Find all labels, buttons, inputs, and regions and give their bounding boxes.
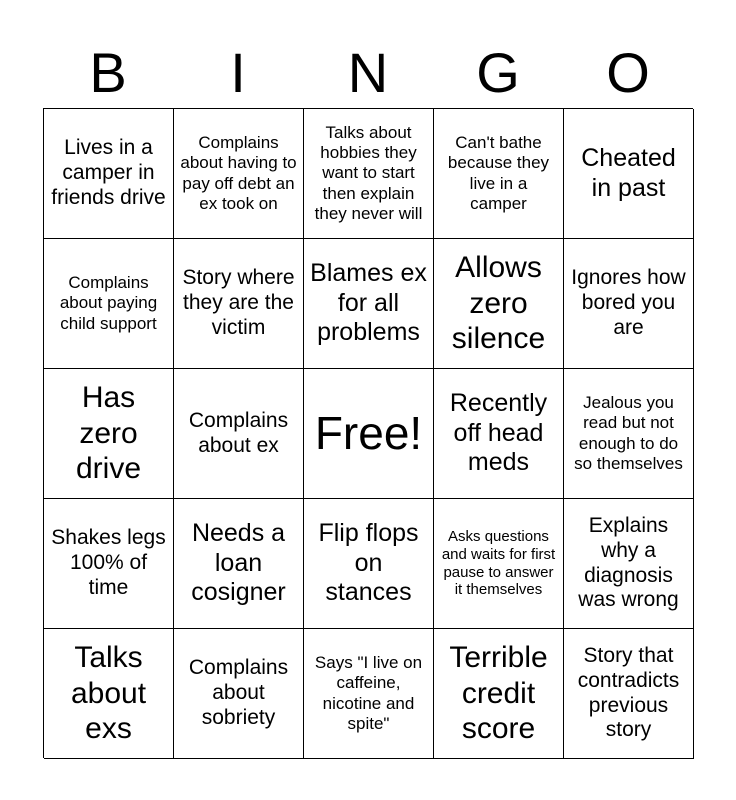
bingo-cell-text: Complains about ex	[188, 408, 289, 457]
bingo-cell-text: Shakes legs 100% of time	[51, 526, 166, 599]
bingo-cell-text: Story where they are the victim	[182, 266, 295, 339]
header-letter-g: G	[476, 41, 520, 104]
bingo-cell[interactable]	[564, 239, 694, 369]
bingo-cell-text: Complains about paying child support	[59, 273, 158, 333]
bingo-cell-text: Lives in a camper in friends drive	[51, 136, 166, 209]
bingo-cell-text: Cheated in past	[581, 144, 676, 202]
bingo-cell[interactable]	[44, 239, 174, 369]
bingo-cell[interactable]	[174, 109, 304, 239]
bingo-board	[43, 108, 693, 758]
header-letter-n: N	[347, 41, 389, 104]
bingo-cell-text: Ignores how bored you are	[571, 266, 686, 339]
bingo-cell[interactable]	[44, 499, 174, 629]
header-letter-o: O	[606, 41, 650, 104]
bingo-cell[interactable]	[304, 629, 434, 759]
bingo-cell-text: Asks questions and waits for first pause to answer it themselves	[441, 528, 556, 599]
bingo-cell-text: Allows zero silence	[451, 251, 546, 356]
bingo-cell-free[interactable]	[304, 369, 434, 499]
bingo-cell-text: Flip flops on stances	[318, 519, 419, 607]
bingo-cell-text: Jealous you read but not enough to do so themselves	[574, 393, 683, 473]
bingo-cell-text: Story that contradicts previous story	[577, 643, 680, 742]
bingo-cell[interactable]	[304, 239, 434, 369]
bingo-cell-text: Talks about exs	[70, 641, 147, 746]
bingo-cell-text: Explains why a diagnosis was wrong	[578, 513, 679, 612]
bingo-cell-text: Blames ex for all problems	[310, 259, 427, 347]
bingo-cell[interactable]	[564, 369, 694, 499]
header-letter-b: B	[89, 41, 127, 104]
bingo-cell[interactable]	[174, 499, 304, 629]
header-letter-i: I	[230, 41, 246, 104]
bingo-cell[interactable]	[564, 629, 694, 759]
bingo-cell-text: Has zero drive	[75, 381, 142, 486]
bingo-cell[interactable]	[44, 629, 174, 759]
bingo-cell[interactable]	[174, 369, 304, 499]
bingo-cell-text: Talks about hobbies they want to start then explain they never will	[314, 123, 423, 223]
bingo-cell-text: Says "I live on caffeine, nicotine and spite"	[314, 653, 423, 733]
bingo-cell[interactable]	[174, 239, 304, 369]
bingo-cell-text: Needs a loan cosigner	[191, 519, 286, 607]
bingo-cell[interactable]	[304, 109, 434, 239]
bingo-header	[43, 40, 693, 106]
bingo-cell-text: Terrible credit score	[449, 641, 548, 746]
bingo-cell-text: Can't bathe because they live in a camper	[447, 133, 550, 213]
bingo-cell[interactable]	[564, 499, 694, 629]
free-space-text: Free!	[314, 407, 423, 460]
bingo-cell-text: Complains about having to pay off debt an ex took on	[180, 133, 297, 213]
bingo-cell[interactable]	[434, 499, 564, 629]
bingo-cell[interactable]	[44, 109, 174, 239]
bingo-cell[interactable]	[434, 239, 564, 369]
bingo-cell[interactable]	[434, 369, 564, 499]
bingo-cell[interactable]	[44, 369, 174, 499]
bingo-cell-text: Complains about sobriety	[188, 656, 289, 729]
bingo-cell[interactable]	[174, 629, 304, 759]
bingo-cell[interactable]	[434, 109, 564, 239]
bingo-cell[interactable]	[304, 499, 434, 629]
bingo-cell[interactable]	[434, 629, 564, 759]
bingo-cell[interactable]	[564, 109, 694, 239]
bingo-cell-text: Recently off head meds	[449, 389, 548, 477]
